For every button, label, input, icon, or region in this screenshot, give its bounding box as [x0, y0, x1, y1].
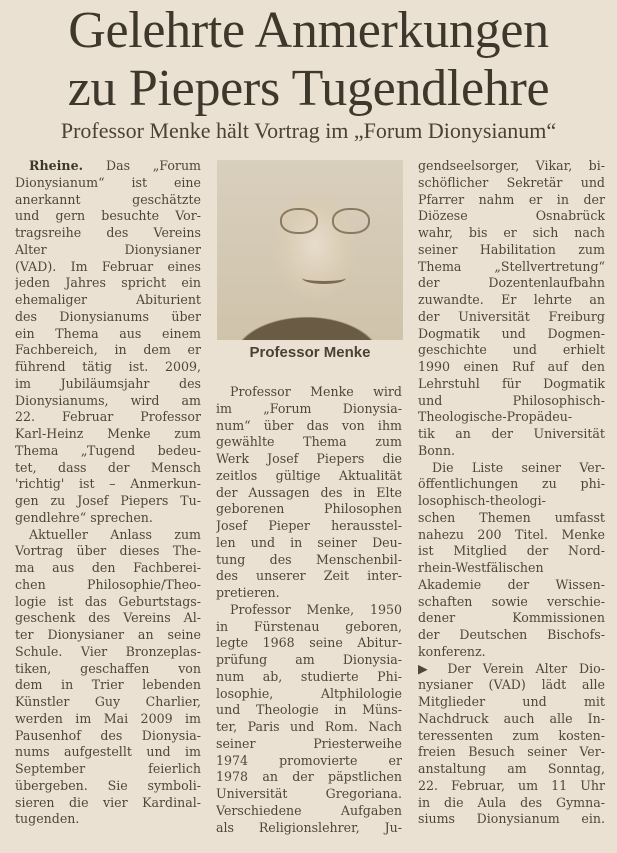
- text-line: zuwandte. Er lehrte an: [418, 292, 605, 307]
- text-line: in die Aula des Gymna-: [418, 794, 605, 810]
- text-line: und gern besuchte Vor-: [15, 208, 201, 224]
- text-line: im „Forum Dionysia-: [216, 400, 402, 416]
- text-line: Werk Josef Piepers die: [216, 451, 402, 466]
- text-line: Nachdruck auch alle In-: [418, 710, 605, 726]
- text-line: der Deutschen Bischofs-: [418, 627, 605, 642]
- text-line: tugenden.: [15, 811, 80, 827]
- text-line: schaften sowie verschie-: [418, 593, 605, 609]
- text-line: zeitlos gültige Aktualität: [216, 467, 402, 483]
- text-line: geschenk des Vereins Al-: [15, 610, 201, 626]
- text-line: schen Themen umfasst: [418, 509, 605, 525]
- text-line: tet, dass der Mensch: [15, 459, 201, 475]
- text-line: ter, Paris und Rom. Nach: [216, 719, 402, 734]
- text-line: num ab, studierte Phi-: [216, 668, 402, 684]
- text-line: Dogmatik und Dogmen-: [418, 325, 605, 341]
- text-line: gen zu Josef Piepers Tu-: [15, 493, 201, 508]
- text-line: Thema „Stellvertretung“: [418, 258, 605, 274]
- text-line: Thema „Tugend bedeu-: [15, 442, 201, 458]
- text-line: legte 1968 seine Abitur-: [216, 635, 402, 651]
- text-line: Bonn.: [418, 442, 456, 458]
- text-line: nysianer (VAD) lädt alle: [418, 677, 605, 693]
- text-line: 'richtig' ist – Anmerkun-: [15, 476, 201, 492]
- text-line: ma aus den Fachberei-: [15, 560, 201, 575]
- glasses-left-lens: [280, 208, 318, 234]
- text-line: Pfarrer nahm er in der: [418, 191, 605, 207]
- text-line: ▶ Der Verein Alter Dio-: [418, 660, 605, 676]
- text-line: ter Dionysianer an seine: [15, 627, 201, 642]
- subheadline: Professor Menke hält Vortrag im „Forum Dionysianum“: [60, 118, 557, 143]
- text-line: gendseelsorger, Vikar, bi-: [418, 158, 605, 173]
- text-line: der Aussagen des in Elte: [216, 484, 402, 500]
- text-line: Die Liste seiner Ver-: [432, 459, 605, 475]
- text-line: jeden Jahres spricht ein: [15, 275, 201, 291]
- text-line: ehemaliger Abiturient: [15, 292, 201, 307]
- text-line: der Dozentenlaufbahn: [418, 275, 605, 291]
- text-line: öffentlichungen zu phi-: [418, 476, 605, 492]
- text-line: (VAD). Im Februar eines: [15, 258, 201, 274]
- text-line: schöflicher Sekretär und: [418, 174, 605, 190]
- text-line: des unserer Zeit inter-: [216, 568, 402, 584]
- text-line: Aktueller Anlass zum: [29, 526, 201, 542]
- article-column-1: [15, 158, 201, 828]
- text-line: übergeben. Sie symboli-: [15, 777, 201, 793]
- text-line: und Theologie in Müns-: [216, 702, 402, 718]
- text-line: konferenz.: [418, 643, 486, 659]
- text-line: Mitglieder und mit: [418, 694, 605, 709]
- text-line: tragsreihe des Vereins: [15, 225, 201, 240]
- text-line: rhein-Westfälischen: [418, 560, 544, 575]
- text-line: tik an der Universität: [418, 426, 605, 441]
- text-line: als Religionslehrer, Ju-: [216, 819, 402, 835]
- text-line: 22. Februar, um 11 Uhr: [418, 777, 605, 793]
- text-line: Künstler Guy Charlier,: [15, 694, 201, 709]
- headline-line-2: zu Piepers Tugendlehre: [67, 60, 550, 117]
- text-line: führend tätig ist. 2009,: [15, 359, 201, 374]
- text-line: 1974 promovierte er: [216, 752, 402, 768]
- text-line: Rheine. Das „Forum: [29, 158, 201, 173]
- text-line: losophie, Altphilologie: [216, 685, 402, 701]
- text-line: Alter Dionysianer: [15, 241, 201, 257]
- text-line: Schule. Vier Bronzeplas-: [15, 643, 201, 659]
- text-line: und Philosophisch-: [418, 392, 605, 408]
- text-line: Verschiedene Aufgaben: [216, 802, 402, 818]
- text-line: 1978 an der päpstlichen: [216, 769, 402, 785]
- article-column-2: [216, 384, 402, 836]
- text-line: seiner Priesterweihe: [216, 735, 402, 751]
- text-line: gewählte Thema zum: [216, 434, 402, 450]
- text-line: Vortrag über dieses The-: [15, 543, 201, 559]
- text-line: Fachbereich, in dem er: [15, 342, 201, 358]
- text-line: pretieren.: [216, 585, 280, 600]
- text-line: der Universität Freiburg: [418, 308, 605, 324]
- text-line: 1990 einen Ruf auf den: [418, 359, 605, 374]
- text-line: Josef Pieper herausstel-: [216, 518, 402, 533]
- text-line: im Jubiläumsjahr des: [15, 375, 201, 391]
- smile: [302, 272, 346, 284]
- text-line: Karl-Heinz Menke zum: [15, 426, 201, 441]
- text-line: sieren die vier Kardinal-: [15, 794, 201, 810]
- text-line: len und in seiner Deu-: [216, 534, 402, 550]
- text-line: chen Philosophie/Theo-: [15, 576, 201, 592]
- text-line: losophisch-theologi-: [418, 493, 546, 508]
- text-line: nahezu 200 Titel. Menke: [418, 526, 605, 542]
- text-line: logie ist das Geburtstags-: [15, 593, 201, 609]
- text-line: anerkannt geschätzte: [15, 191, 201, 207]
- text-line: September feierlich: [15, 761, 201, 776]
- photo-caption: Professor Menke: [249, 344, 371, 361]
- text-line: siums Dionysianum ein.: [418, 811, 605, 827]
- text-line: anstaltung am Sonntag,: [418, 761, 605, 776]
- text-line: prüfung am Dionysia-: [216, 652, 402, 667]
- text-line: in Fürstenau geboren,: [216, 618, 402, 634]
- text-line: wahr, bis er sich nach: [418, 225, 605, 240]
- text-line: nums aufgestellt und im: [15, 744, 201, 760]
- text-line: num“ über das von ihm: [216, 417, 402, 433]
- text-line: teressenten zum kosten-: [418, 727, 605, 743]
- text-line: geborenen Philosophen: [216, 501, 402, 517]
- dateline: Rheine.: [29, 158, 107, 173]
- text-line: Universität Gregoriana.: [216, 786, 402, 801]
- text-line: 22. Februar Professor: [15, 409, 201, 425]
- text-line: Akademie der Wissen-: [418, 576, 605, 592]
- text-line: Dionysianum“ ist eine: [15, 174, 201, 190]
- text-line: ein Thema aus einem: [15, 325, 201, 341]
- glasses-right-lens: [332, 208, 370, 234]
- article-column-3: [418, 158, 605, 828]
- text-line: gendlehre“ sprechen.: [15, 509, 153, 525]
- text-line: werden im Mai 2009 im: [15, 710, 201, 726]
- text-line: Dionysianums, wird am: [15, 392, 201, 408]
- text-line: geschichte und erhielt: [418, 342, 605, 358]
- text-line: Theologische-Propädeu-: [418, 409, 573, 425]
- text-line: Diözese Osnabrück: [418, 208, 605, 224]
- arrow-bullet-icon: ▶: [418, 660, 448, 676]
- text-line: des Dionysianums über: [15, 308, 201, 324]
- text-line: Professor Menke, 1950: [230, 601, 402, 617]
- text-line: Lehrstuhl für Dogmatik: [418, 375, 605, 391]
- text-line: seiner Habilitation zum: [418, 241, 605, 257]
- text-line: dener Kommissionen: [418, 610, 605, 626]
- headline-line-1: Gelehrte Anmerkungen: [68, 2, 549, 59]
- text-line: tung des Menschenbil-: [216, 551, 402, 567]
- text-line: ist Mitglied der Nord-: [418, 543, 605, 559]
- text-line: dem in Trier lebenden: [15, 677, 201, 693]
- text-line: Professor Menke wird: [230, 384, 402, 399]
- portrait-photo: [217, 160, 403, 340]
- text-line: freien Besuch seiner Ver-: [418, 744, 605, 760]
- text-line: Pausenhof des Dionysia-: [15, 727, 201, 743]
- text-line: tiken, geschaffen von: [15, 660, 201, 676]
